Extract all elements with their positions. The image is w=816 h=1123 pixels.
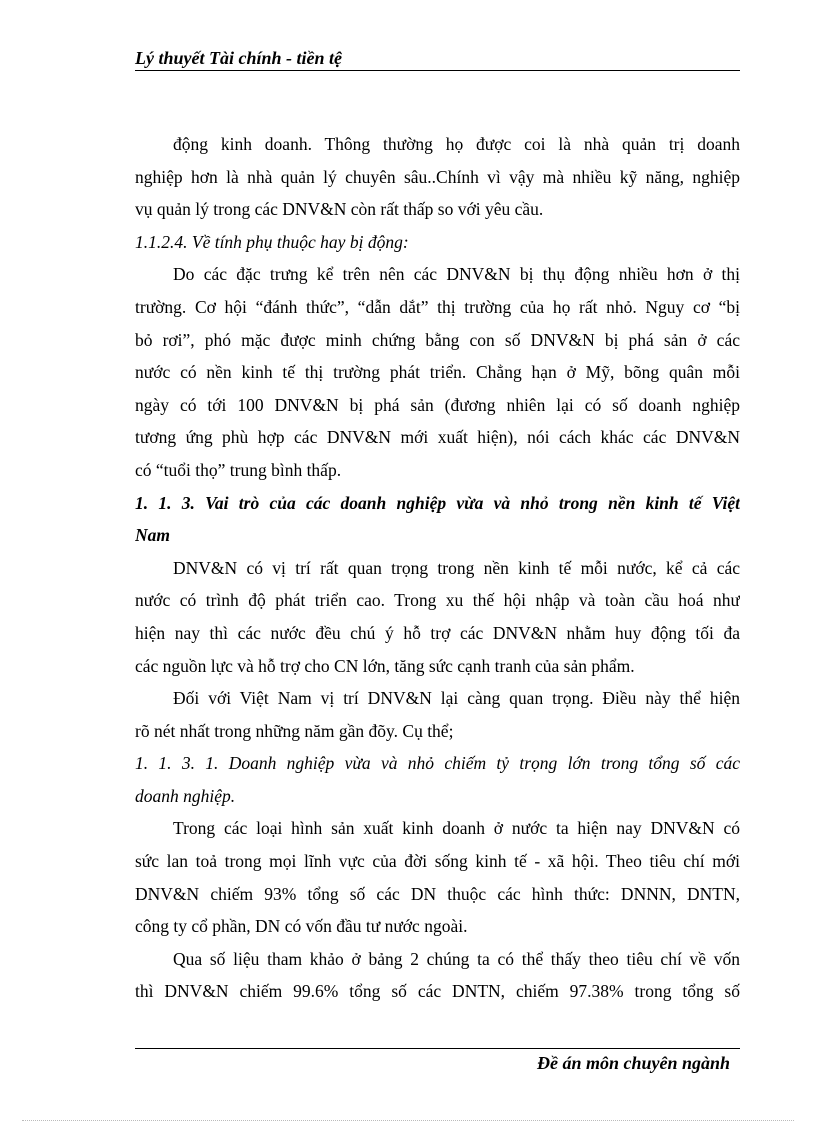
body-text-line: nước có nền kinh tế thị trường phát triển. Chẳng hạn ở Mỹ, bõng quân mỗi (135, 362, 740, 383)
page-edge-divider (22, 1120, 794, 1121)
body-text-line: tương ứng phù hợp các DNV&N mới xuất hiện), nói cách khác các DNV&N (135, 427, 740, 448)
heading-line: 1. 1. 3. Vai trò của các doanh nghiệp vừa và nhỏ trong nền kinh tế Việt (135, 492, 740, 513)
body-text-line: ngày có tới 100 DNV&N bị phá sản (đương nhiên lại có số doanh nghiệp (135, 394, 740, 415)
heading-line: 1.1.2.4. Về tính phụ thuộc hay bị động: (135, 231, 409, 252)
footer-rule (135, 1048, 740, 1049)
page-header-title: Lý thuyết Tài chính - tiền tệ (135, 48, 342, 68)
body-text-line: bỏ rơi”, phó mặc được minh chứng bằng con số DNV&N bị phá sản ở các (135, 329, 740, 350)
header-rule (135, 70, 740, 71)
body-text-line: nghiệp hơn là nhà quản lý chuyên sâu..Chính vì vậy mà nhiều kỹ năng, nghiệp (135, 166, 740, 187)
page-footer-title: Đề án môn chuyên ngành (536, 1053, 730, 1073)
body-text-line: DNV&N có vị trí rất quan trọng trong nền kinh tế mỗi nước, kể cả các (173, 557, 740, 578)
document-body (135, 128, 740, 1008)
body-text-line: nước có trình độ phát triển cao. Trong xu thế hội nhập và toàn cầu hoá như (135, 590, 740, 611)
body-text-line: các nguồn lực và hỗ trợ cho CN lớn, tăng sức cạnh tranh của sản phẩm. (135, 655, 635, 676)
body-text-line: có “tuổi thọ” trung bình thấp. (135, 459, 342, 480)
body-text-line: hiện nay thì các nước đều chú ý hỗ trợ các DNV&N nhằm huy động tối đa (135, 622, 740, 643)
body-text-line: Đối với Việt Nam vị trí DNV&N lại càng quan trọng. Điều này thể hiện (173, 688, 740, 709)
body-text-line: công ty cổ phần, DN có vốn đầu tư nước ngoài. (135, 916, 468, 937)
body-text-line: động kinh doanh. Thông thường họ được coi là nhà quản trị doanh (173, 134, 740, 154)
body-text-line: Qua số liệu tham khảo ở bảng 2 chúng ta có thể thấy theo tiêu chí về vốn (173, 948, 740, 969)
body-text-line: vụ quản lý trong các DNV&N còn rất thấp so với yêu cầu. (135, 199, 544, 220)
body-text-line: DNV&N chiếm 93% tổng số các DN thuộc các hình thức: DNNN, DNTN, (135, 883, 740, 904)
body-text-line: Trong các loại hình sản xuất kinh doanh ở nước ta hiện nay DNV&N có (173, 818, 740, 839)
body-text-line: thì DNV&N chiếm 99.6% tổng số các DNTN, chiếm 97.38% trong tổng số (135, 981, 740, 1002)
body-text-line: trường. Cơ hội “đánh thức”, “dẫn dắt” thị trường của họ rất nhỏ. Nguy cơ “bị (135, 296, 740, 317)
body-text-line: rõ nét nhất trong những năm gần đõy. Cụ thể; (135, 720, 454, 741)
heading-line: 1. 1. 3. 1. Doanh nghiệp vừa và nhỏ chiếm tỷ trọng lớn trong tổng số các (135, 753, 740, 774)
heading-line: doanh nghiệp. (135, 785, 236, 806)
body-text-line: Do các đặc trưng kể trên nên các DNV&N bị thụ động nhiều hơn ở thị (173, 264, 740, 285)
body-text-line: sức lan toả trong mọi lĩnh vực của đời sống kinh tế - xã hội. Theo tiêu chí mới (135, 851, 740, 872)
heading-line: Nam (135, 525, 170, 546)
